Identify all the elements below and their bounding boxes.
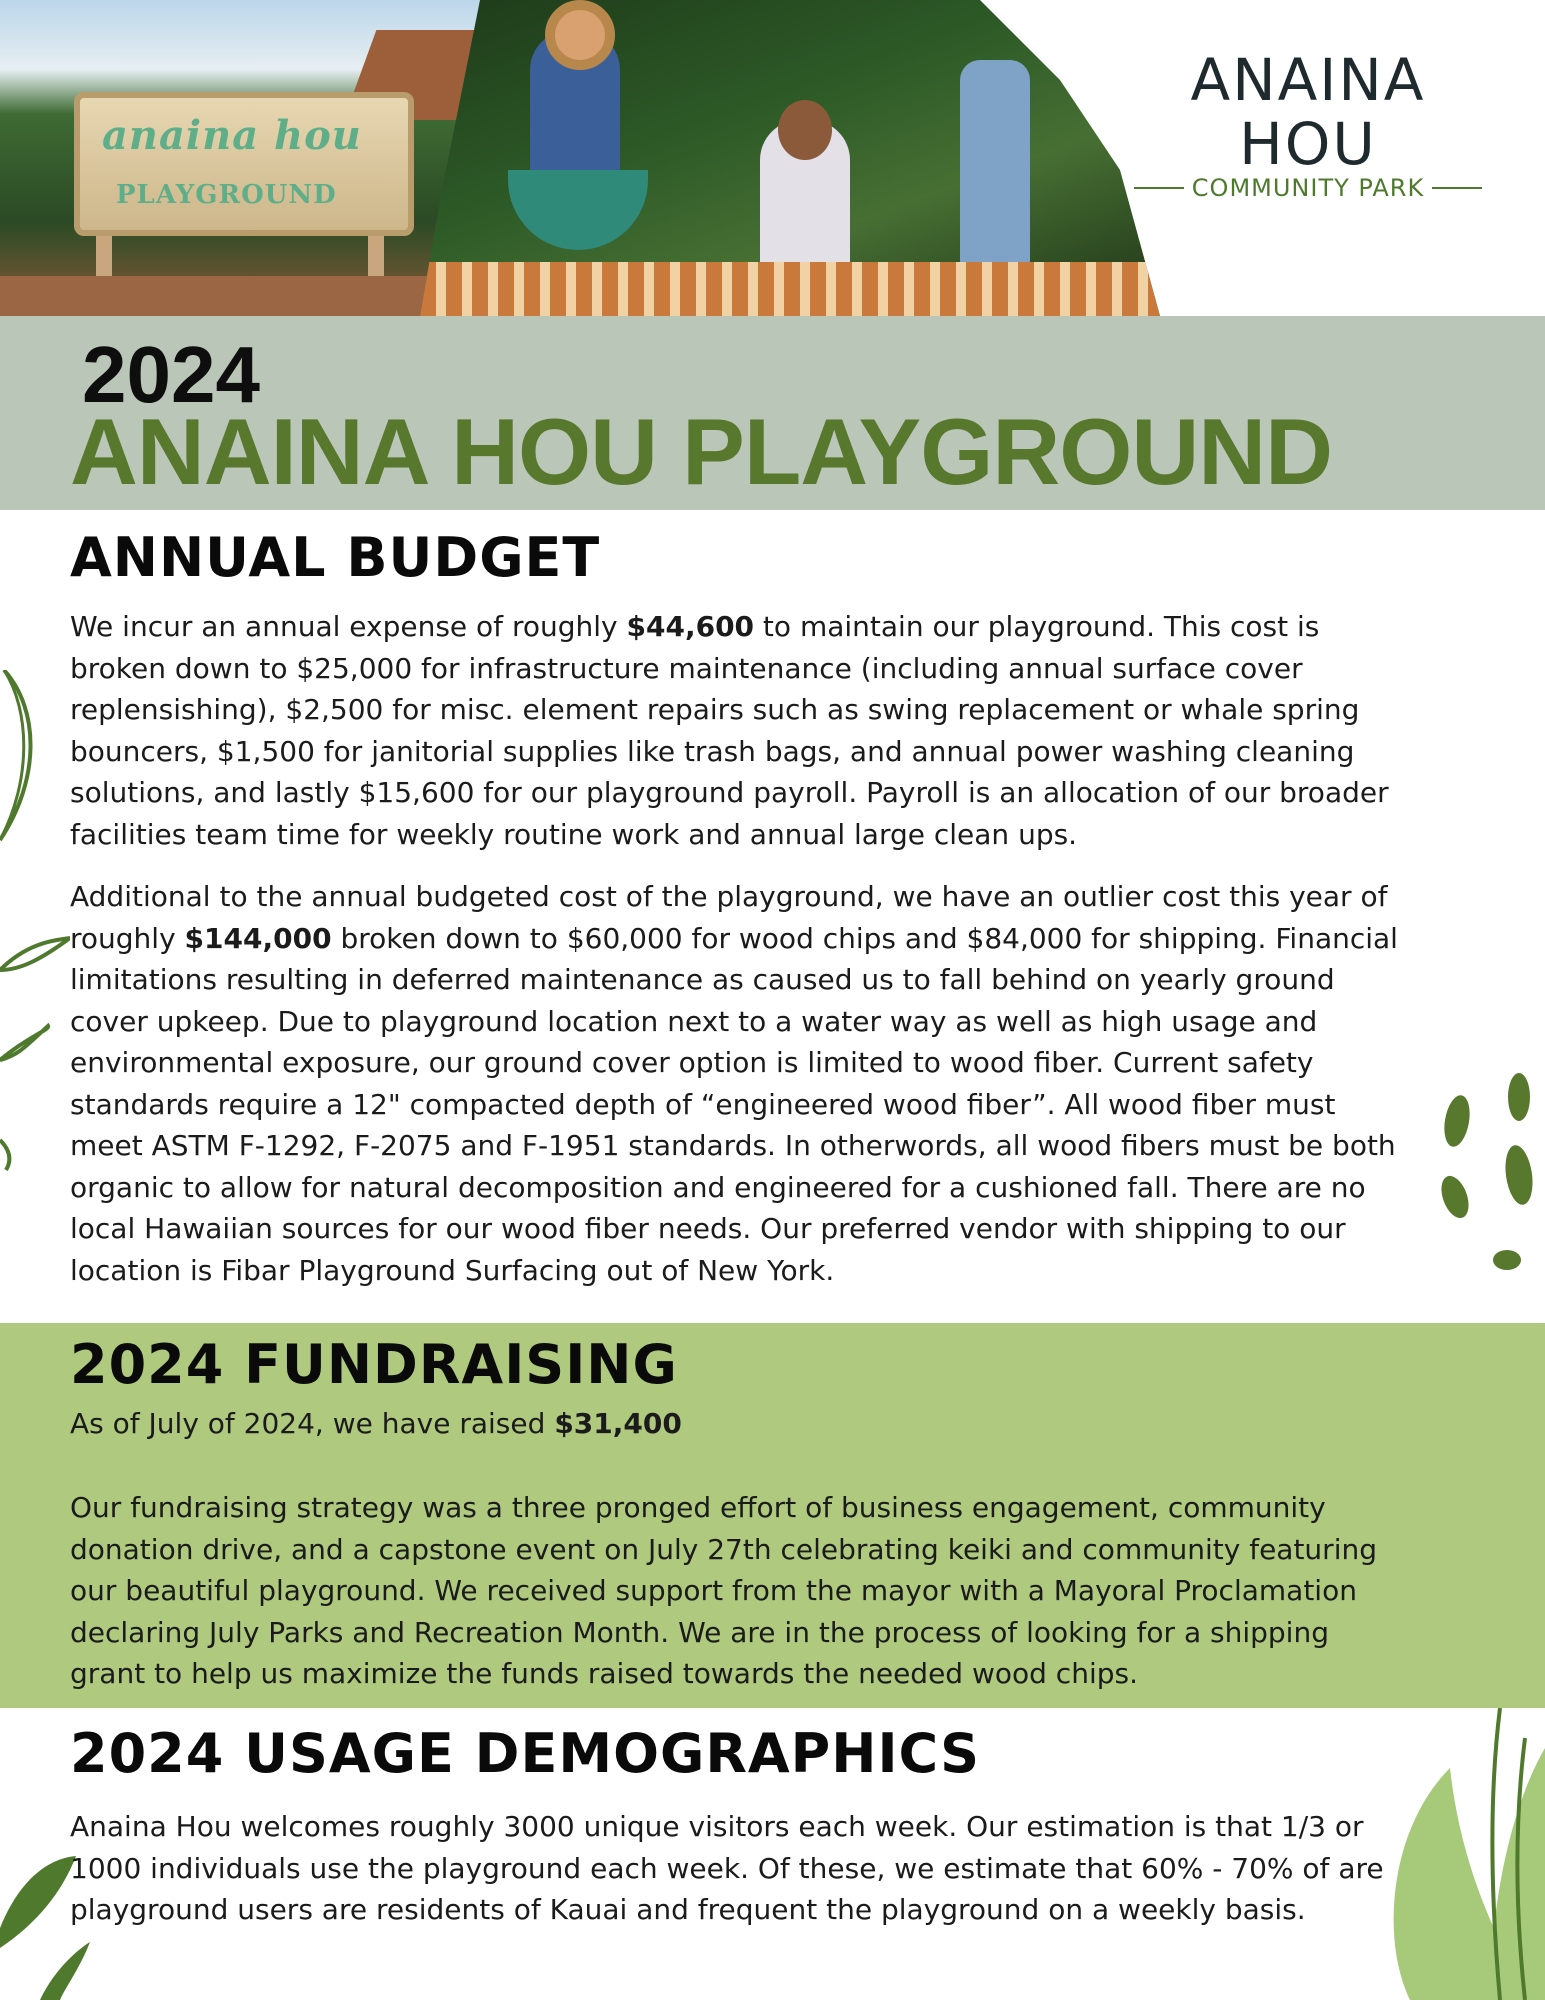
fundraising-strategy: Our fundraising strategy was a three pronged effort of business engagement, community donation drive, and a capstone event on July 27th celebrating keiki and community featuring our beautiful playground. We received support from the mayor with a Mayoral Proclamation declaring July Parks and Recreation Month. We are in the process of looking for a shipping grant to help us maximize the funds raised towards the needed wood chips.: [70, 1491, 1377, 1690]
budget-p2-text-b: broken down to $60,000 for wood chips and $84,000 for shipping. Financial limitations resulting in deferred maintenance as caused us to fall behind on yearly ground cover upkeep. Due to playground location next to a water way as well as high usage and environmental exposure, our ground cover option is limited to wood fiber. Current safety standards require a 12" compacted depth of “engineered wood fiber”. All wood fiber must meet ASTM F-1292, F-2075 and F-1951 standards. In otherwords, all wood fibers must be both organic to allow for natural decomposition and engineered for a cushioned fall. There are no local Hawaiian sources for our wood fiber needs. Our preferred vendor with shipping to our location is Fibar Playground Surfacing out of New York.: [70, 921, 1398, 1287]
page-title: ANAINA HOU PLAYGROUND: [70, 399, 1332, 504]
logo-subtitle-row: [1118, 174, 1498, 202]
fence: [0, 276, 480, 316]
budget-heading: ANNUAL BUDGET: [70, 526, 601, 589]
fundraising-heading: 2024 FUNDRAISING: [70, 1333, 678, 1396]
logo-subtitle: COMMUNITY PARK: [1191, 174, 1425, 202]
wooden-railing: [420, 262, 1160, 316]
park-logo: [1118, 46, 1498, 202]
logo-title: ANAINA HOU: [1190, 46, 1426, 178]
sign-text-playground: PLAYGROUND: [116, 180, 337, 210]
budget-p1-text-a: We incur an annual expense of roughly: [70, 610, 627, 643]
title-year: 2024: [82, 330, 260, 419]
playground-sign: [74, 92, 414, 236]
footprint-decoration-icon: [1435, 1065, 1545, 1285]
budget-paragraph-1: [70, 606, 1410, 855]
playground-sign-photo: [0, 0, 480, 316]
person-figure: [960, 60, 1030, 280]
budget-paragraph-2: [70, 876, 1410, 1291]
budget-p2-text-a: Additional to the annual budgeted cost of the playground, we have an outlier cost this year of roughly: [70, 880, 1388, 955]
fundraising-section: [0, 1323, 1545, 1708]
header-photo-collage: [0, 0, 1160, 316]
usage-paragraph: Anaina Hou welcomes roughly 3000 unique visitors each week. Our estimation is that 1/3 or 1000 individuals use the playground each week. Of these, we estimate that 60% - 70% of are playground users are residents of Kauai and frequent the playground on a weekly basis.: [70, 1810, 1384, 1926]
fundraising-raised-amount: $31,400: [554, 1407, 682, 1440]
budget-annual-cost: $44,600: [626, 610, 755, 643]
title-band: [0, 316, 1545, 510]
usage-demographics-section: [0, 1708, 1545, 2000]
fundraising-raised: [70, 1403, 1410, 1445]
fundraising-raised-text: As of July of 2024, we have raised: [70, 1407, 555, 1440]
child-head: [545, 0, 615, 70]
usage-heading: 2024 USAGE DEMOGRAPHICS: [70, 1722, 981, 1785]
swing-seat: [508, 170, 648, 250]
sign-text-name: anaina hou: [102, 112, 362, 159]
budget-p1-text-b: to maintain our playground. This cost is broken down to $25,000 for infrastructure maintenance (including annual surface cover replensishing), $2,500 for misc. element repairs such as swing replacement or whale spring bouncers, $1,500 for janitorial supplies like trash bags, and annual power washing cleaning solutions, and lastly $15,600 for our playground payroll. Payroll is an allocation of our broader facilities team time for weekly routine work and annual large clean ups.: [70, 610, 1389, 851]
person-head: [778, 100, 832, 160]
annual-budget-section: [0, 510, 1545, 1323]
logo-rule-left: [1134, 187, 1184, 189]
logo-rule-right: [1432, 187, 1482, 189]
leaf-decoration-icon: [0, 670, 70, 1270]
swing-family-photo: [420, 0, 1160, 316]
budget-outlier-cost: $144,000: [184, 921, 332, 955]
